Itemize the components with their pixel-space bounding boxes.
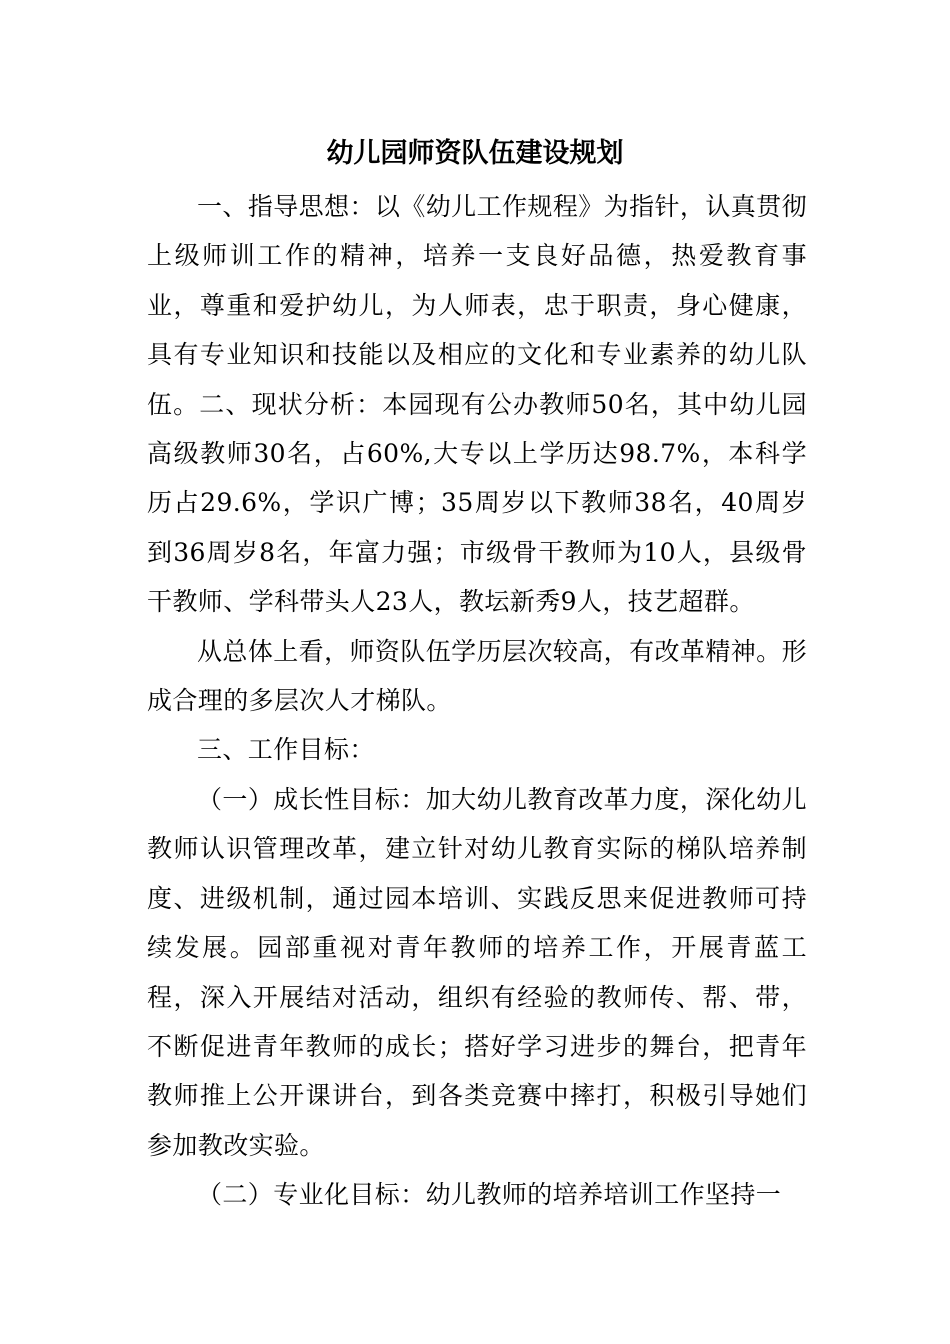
document-body <box>147 182 807 1220</box>
paragraph-professional-goal: （二）专业化目标：幼儿教师的培养培训工作坚持一 <box>197 1180 782 1210</box>
paragraph-overall-view: 从总体上看，师资队伍学历层次较高，有改革精神。形成合理的多层次人才梯队。 <box>147 636 807 716</box>
paragraph-growth-goal: （一）成长性目标：加大幼儿教育改革力度，深化幼儿教师认识管理改革，建立针对幼儿教育实际的梯队培养制度、进级机制，通过园本培训、实践反思来促进教师可持续发展。园部重视对青年教师的培养工作，开展青蓝工程，深入开展结对活动，组织有经验的教师传、帮、带，不断促进青年教师的成长；搭好学习进步的舞台，把青年教师推上公开课讲台，到各类竞赛中摔打，积极引导她们参加教改实验。 <box>147 784 807 1160</box>
paragraph-work-goals-heading: 三、工作目标： <box>197 735 375 765</box>
paragraph-guiding-ideology-and-status: 一、指导思想：以《幼儿工作规程》为指针，认真贯彻上级师训工作的精神，培养一支良好品德，热爱教育事业，尊重和爱护幼儿，为人师表，忠于职责，身心健康，具有专业知识和技能以及相应的文化和专业素养的幼儿队伍。二、现状分析：本园现有公办教师50名，其中幼儿园高级教师30名，占60%,大专以上学历达98.7%，本科学历占29.6%，学识广博；35周岁以下教师38名，40周岁到36周岁8名，年富力强；市级骨干教师为10人，县级骨干教师、学科带头人23人，教坛新秀9人，技艺超群。 <box>147 192 807 617</box>
document-title: 幼儿园师资队伍建设规划 <box>326 138 624 169</box>
